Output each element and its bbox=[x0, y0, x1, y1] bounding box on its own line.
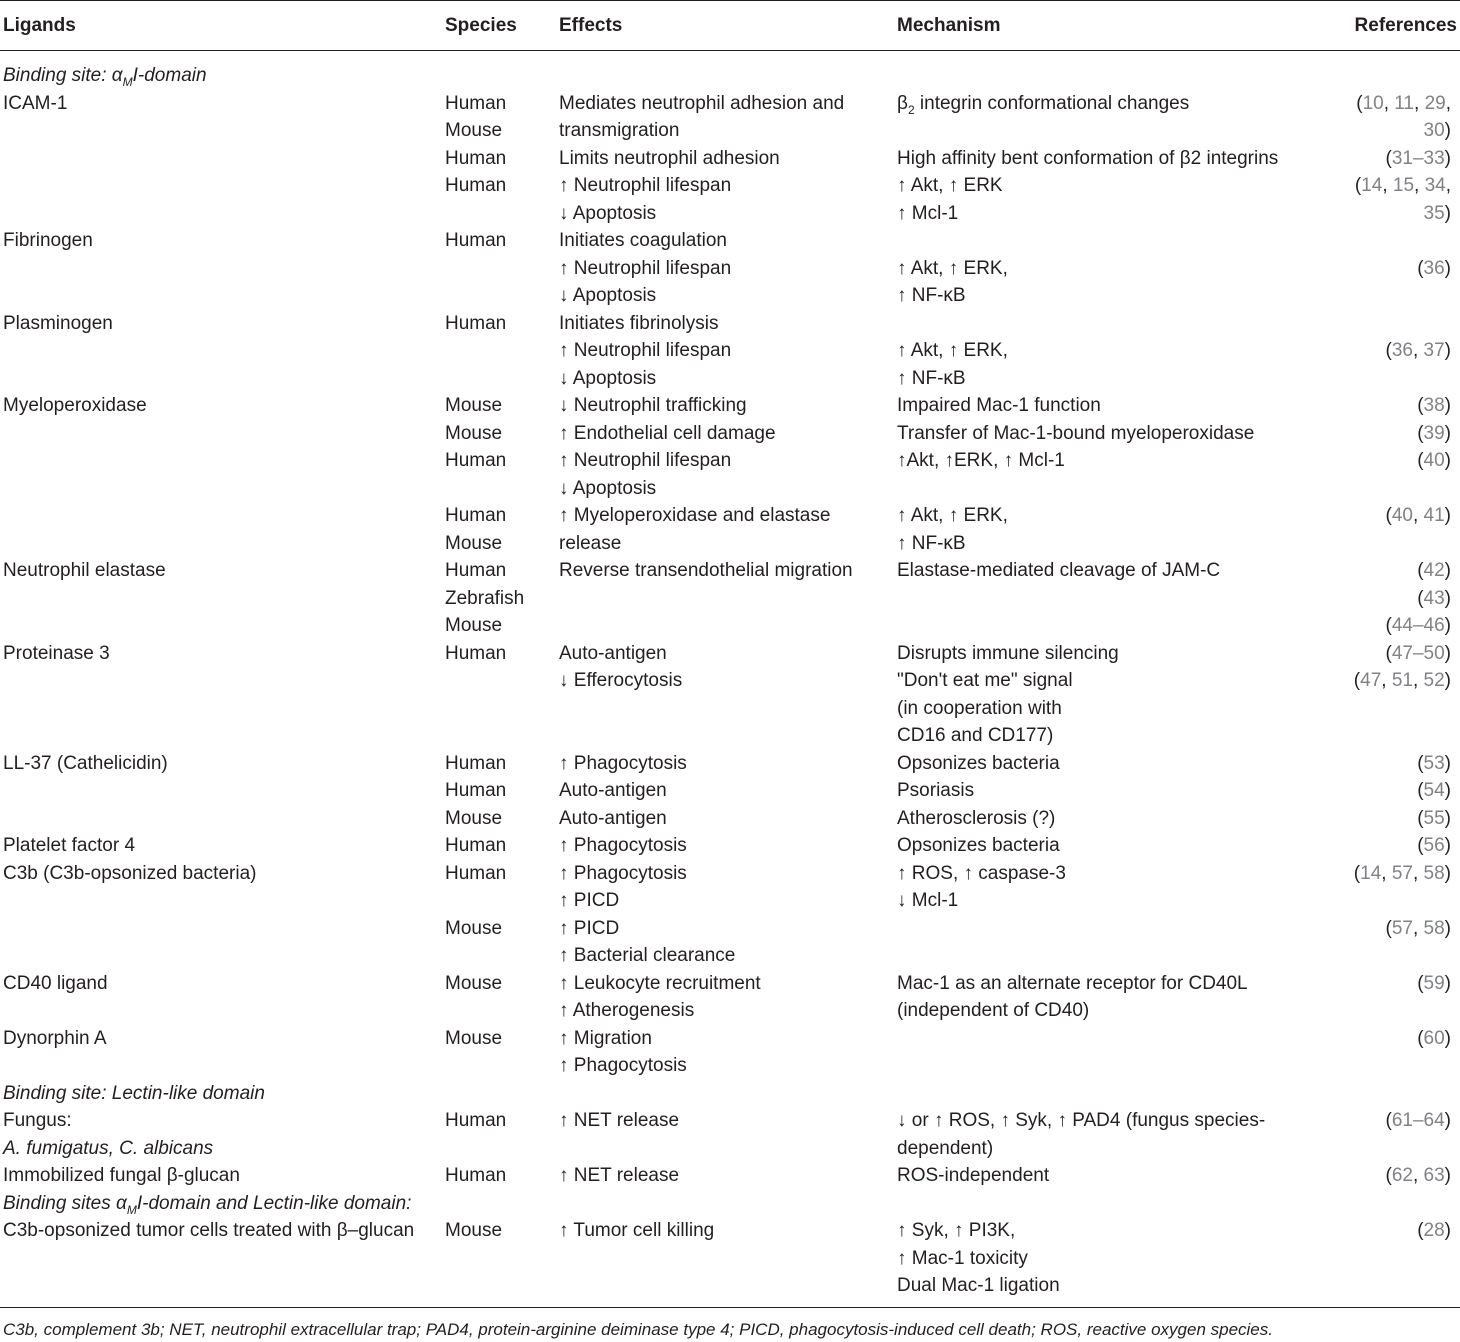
reference-cell: (47, 51, 52) bbox=[1353, 670, 1451, 691]
effect-cell: transmigration bbox=[559, 120, 680, 141]
mechanism-cell: Opsonizes bacteria bbox=[897, 752, 1060, 774]
species-cell: Human bbox=[445, 230, 507, 251]
table-row bbox=[0, 750, 1460, 778]
section-row bbox=[0, 1080, 1460, 1108]
ligand-cell: C3b-opsonized tumor cells treated with β–glucan bbox=[3, 1220, 415, 1241]
species-cell: Mouse bbox=[445, 120, 503, 141]
ligand-cell: LL-37 (Cathelicidin) bbox=[3, 752, 168, 774]
mechanism-cell: ↑ Mac-1 toxicity bbox=[897, 1247, 1028, 1269]
reference-cell: (57, 58) bbox=[1385, 917, 1451, 939]
table-row bbox=[0, 805, 1460, 833]
effect-cell: ↑ Phagocytosis bbox=[559, 752, 687, 774]
ligand-cell: Platelet factor 4 bbox=[3, 835, 136, 856]
mechanism-cell: ↑ Akt, ↑ ERK, bbox=[897, 340, 1008, 361]
mechanism-cell: ↓ or ↑ ROS, ↑ Syk, ↑ PAD4 (fungus species- bbox=[897, 1110, 1266, 1131]
table-row bbox=[0, 420, 1460, 448]
mechanism-cell: Mac-1 as an alternate receptor for CD40L bbox=[897, 972, 1248, 994]
mechanism-cell: ↓ Mcl-1 bbox=[897, 890, 959, 911]
table-row bbox=[0, 530, 1460, 558]
table-row bbox=[0, 475, 1460, 503]
species-cell: Mouse bbox=[445, 807, 503, 829]
table-row bbox=[0, 942, 1460, 970]
reference-cell: (10, 11, 29, bbox=[1356, 92, 1451, 114]
reference-cell: (38) bbox=[1417, 395, 1451, 416]
effect-cell: ↑ Leukocyte recruitment bbox=[559, 972, 761, 994]
ligand-cell: Fungus: bbox=[3, 1110, 72, 1131]
species-cell: Human bbox=[445, 780, 507, 801]
reference-cell: (56) bbox=[1417, 835, 1451, 856]
effect-cell: ↓ Neutrophil trafficking bbox=[559, 395, 747, 416]
effect-cell: ↑ Phagocytosis bbox=[559, 1055, 687, 1076]
reference-cell: (28) bbox=[1417, 1220, 1451, 1241]
effect-cell: ↑ Myeloperoxidase and elastase bbox=[559, 505, 831, 526]
mechanism-cell: Transfer of Mac-1-bound myeloperoxidase bbox=[897, 422, 1255, 444]
species-cell: Mouse bbox=[445, 615, 503, 636]
table-row bbox=[0, 832, 1460, 860]
mechanism-cell: $\beta_2$ integrin conformational changes bbox=[897, 92, 1190, 117]
mechanism-cell: ↑Akt, ↑ERK, ↑ Mcl-1 bbox=[897, 450, 1065, 471]
mechanism-cell: ↑ Akt, ↑ ERK, bbox=[897, 257, 1008, 279]
species-cell: Human bbox=[445, 560, 507, 581]
table-row bbox=[0, 1162, 1460, 1190]
species-cell: Human bbox=[445, 835, 507, 856]
effect-cell: Reverse transendothelial migration bbox=[559, 560, 853, 581]
table-row bbox=[0, 695, 1460, 723]
effect-cell: ↓ Apoptosis bbox=[559, 477, 657, 499]
table-row bbox=[0, 227, 1460, 255]
species-cell: Mouse bbox=[445, 395, 503, 416]
table-row bbox=[0, 117, 1460, 145]
species-cell: Mouse bbox=[445, 917, 503, 939]
header-ligands: Ligands bbox=[3, 15, 76, 36]
mechanism-cell: ↑ NF-κB bbox=[897, 532, 966, 554]
mechanism-cell: Impaired Mac-1 function bbox=[897, 395, 1101, 416]
table-header-rule bbox=[0, 50, 1460, 51]
species-cell: Mouse bbox=[445, 1027, 503, 1049]
table-row bbox=[0, 1107, 1460, 1135]
species-cell: Human bbox=[445, 752, 507, 774]
section-row bbox=[0, 1190, 1460, 1218]
table-row bbox=[0, 1135, 1460, 1163]
species-cell: Zebrafish bbox=[445, 587, 525, 609]
reference-cell: (59) bbox=[1417, 972, 1451, 994]
ligand-cell: C3b (C3b-opsonized bacteria) bbox=[3, 862, 257, 884]
ligand-cell: Dynorphin A bbox=[3, 1027, 107, 1049]
effect-cell: ↓ Apoptosis bbox=[559, 285, 657, 306]
header-mechanism: Mechanism bbox=[897, 15, 1001, 36]
reference-cell: (55) bbox=[1417, 807, 1451, 829]
mechanism-cell: ↑ ROS, ↑ caspase-3 bbox=[897, 862, 1066, 884]
reference-cell: (31–33) bbox=[1385, 147, 1451, 169]
ligand-cell: Proteinase 3 bbox=[3, 642, 110, 664]
species-cell: Human bbox=[445, 312, 507, 334]
reference-cell: (43) bbox=[1417, 587, 1451, 609]
mechanism-cell: ↑ Syk, ↑ PI3K, bbox=[897, 1220, 1016, 1241]
header-species: Species bbox=[445, 15, 517, 36]
table-row bbox=[0, 1245, 1460, 1273]
table-row bbox=[0, 172, 1460, 200]
table-row bbox=[0, 722, 1460, 750]
effect-cell: ↑ Atherogenesis bbox=[559, 1000, 695, 1021]
effect-cell: ↑ NET release bbox=[559, 1165, 680, 1186]
header-references: References bbox=[1354, 15, 1457, 36]
table-row bbox=[0, 337, 1460, 365]
effect-cell: ↑ NET release bbox=[559, 1110, 680, 1131]
effect-cell: ↑ Tumor cell killing bbox=[559, 1220, 715, 1241]
section-heading: Binding site: $\alpha_MI$-domain bbox=[3, 65, 207, 89]
section-heading: Binding sites $\alpha_MI$-domain and Lectin-like domain: bbox=[3, 1192, 412, 1217]
table-row bbox=[0, 502, 1460, 530]
species-cell: Human bbox=[445, 450, 507, 471]
table-row bbox=[0, 777, 1460, 805]
table-row bbox=[0, 667, 1460, 695]
mechanism-cell: ↑ Akt, ↑ ERK, bbox=[897, 505, 1008, 526]
effect-cell: Limits neutrophil adhesion bbox=[559, 147, 780, 169]
table-row bbox=[0, 1052, 1460, 1080]
table-footnote: C3b, complement 3b; NET, neutrophil extracellular trap; PAD4, protein-arginine deiminase type 4; PICD, phagocytosis-induced cell death; ROS, reactive oxygen species. bbox=[3, 1320, 1273, 1339]
table-row bbox=[0, 887, 1460, 915]
effect-cell: Auto-antigen bbox=[559, 780, 667, 801]
mechanism-cell: Psoriasis bbox=[897, 780, 975, 801]
table-row bbox=[0, 447, 1460, 475]
reference-cell: (42) bbox=[1417, 560, 1451, 581]
section-row bbox=[0, 62, 1460, 90]
species-cell: Human bbox=[445, 175, 507, 196]
mechanism-cell: CD16 and CD177) bbox=[897, 725, 1054, 746]
mechanism-cell: Opsonizes bacteria bbox=[897, 835, 1060, 856]
effect-cell: ↓ Efferocytosis bbox=[559, 670, 683, 691]
effect-cell: ↑ PICD bbox=[559, 890, 620, 911]
ligand-cell: CD40 ligand bbox=[3, 972, 108, 994]
mechanism-cell: (independent of CD40) bbox=[897, 1000, 1090, 1021]
effect-cell: Auto-antigen bbox=[559, 807, 667, 829]
effect-cell: Initiates coagulation bbox=[559, 230, 727, 251]
mechanism-cell: ROS-independent bbox=[897, 1165, 1050, 1186]
mechanism-cell: Atherosclerosis (?) bbox=[897, 807, 1056, 829]
section-heading: Binding site: Lectin-like domain bbox=[3, 1082, 265, 1104]
reference-cell: (47–50) bbox=[1385, 642, 1451, 664]
effect-cell: Auto-antigen bbox=[559, 642, 667, 664]
species-cell: Human bbox=[445, 862, 507, 884]
species-cell: Human bbox=[445, 1165, 507, 1186]
effect-cell: ↑ Phagocytosis bbox=[559, 835, 687, 856]
mechanism-cell: Disrupts immune silencing bbox=[897, 642, 1119, 664]
effect-cell: release bbox=[559, 532, 622, 554]
effect-cell: Initiates fibrinolysis bbox=[559, 312, 719, 334]
effect-cell: ↑ Neutrophil lifespan bbox=[559, 175, 732, 196]
table-row bbox=[0, 557, 1460, 585]
mechanism-cell: ↑ Akt, ↑ ERK bbox=[897, 175, 1003, 196]
species-cell: Human bbox=[445, 1110, 507, 1131]
table-row bbox=[0, 915, 1460, 943]
species-cell: Mouse bbox=[445, 972, 503, 994]
ligand-cell: Immobilized fungal β-glucan bbox=[3, 1165, 240, 1186]
effect-cell: ↑ Neutrophil lifespan bbox=[559, 450, 732, 471]
species-cell: Human bbox=[445, 505, 507, 526]
effect-cell: ↑ PICD bbox=[559, 917, 620, 939]
reference-cell: (36, 37) bbox=[1385, 340, 1451, 361]
table-row bbox=[0, 200, 1460, 228]
table-row bbox=[0, 1025, 1460, 1053]
table-row bbox=[0, 860, 1460, 888]
reference-cell: (40) bbox=[1417, 450, 1451, 471]
mechanism-cell: High affinity bent conformation of β2 integrins bbox=[897, 147, 1279, 169]
effect-cell: ↑ Bacterial clearance bbox=[559, 945, 736, 966]
reference-cell: (36) bbox=[1417, 257, 1451, 279]
table-row bbox=[0, 640, 1460, 668]
effect-cell: ↑ Neutrophil lifespan bbox=[559, 340, 732, 361]
effect-cell: ↓ Apoptosis bbox=[559, 202, 657, 224]
mechanism-cell: dependent) bbox=[897, 1137, 994, 1159]
reference-cell: (40, 41) bbox=[1385, 505, 1451, 526]
table-row bbox=[0, 392, 1460, 420]
ligand-cell: Fibrinogen bbox=[3, 230, 93, 251]
mechanism-cell: Dual Mac-1 ligation bbox=[897, 1275, 1060, 1296]
ligand-cell: ICAM-1 bbox=[3, 92, 68, 114]
ligand-cell: Plasminogen bbox=[3, 312, 113, 334]
mechanism-cell: ↑ NF-κB bbox=[897, 367, 966, 389]
reference-cell: (61–64) bbox=[1385, 1110, 1451, 1131]
table-header-row bbox=[0, 0, 1460, 50]
table-row bbox=[0, 1272, 1460, 1300]
mechanism-cell: Elastase-mediated cleavage of JAM-C bbox=[897, 560, 1221, 581]
table-row bbox=[0, 145, 1460, 173]
species-cell: Human bbox=[445, 642, 507, 664]
table-row bbox=[0, 585, 1460, 613]
reference-cell: (14, 57, 58) bbox=[1353, 862, 1451, 884]
table-row bbox=[0, 310, 1460, 338]
ligand-cell: Neutrophil elastase bbox=[3, 560, 166, 581]
mechanism-cell: (in cooperation with bbox=[897, 697, 1062, 719]
effect-cell: ↑ Phagocytosis bbox=[559, 862, 687, 884]
reference-cell: (14, 15, 34, bbox=[1354, 175, 1451, 196]
reference-cell: (62, 63) bbox=[1385, 1165, 1451, 1186]
reference-cell: 35) bbox=[1423, 202, 1451, 224]
table-row bbox=[0, 255, 1460, 283]
mechanism-cell: "Don't eat me" signal bbox=[897, 670, 1073, 691]
species-cell: Human bbox=[445, 92, 507, 114]
species-cell: Mouse bbox=[445, 532, 503, 554]
reference-cell: (44–46) bbox=[1385, 615, 1451, 636]
table-row bbox=[0, 365, 1460, 393]
table-bottom-rule bbox=[0, 1307, 1460, 1308]
mechanism-cell: ↑ NF-κB bbox=[897, 285, 966, 306]
species-cell: Mouse bbox=[445, 422, 503, 444]
reference-cell: (54) bbox=[1417, 780, 1451, 801]
reference-cell: (53) bbox=[1417, 752, 1451, 774]
header-effects: Effects bbox=[559, 15, 623, 36]
table-row bbox=[0, 1217, 1460, 1245]
reference-cell: (60) bbox=[1417, 1027, 1451, 1049]
table-row bbox=[0, 282, 1460, 310]
effect-cell: ↓ Apoptosis bbox=[559, 367, 657, 389]
effect-cell: ↑ Endothelial cell damage bbox=[559, 422, 776, 444]
effect-cell: ↑ Migration bbox=[559, 1027, 652, 1049]
ligand-cell: Myeloperoxidase bbox=[3, 395, 147, 416]
table-row bbox=[0, 612, 1460, 640]
ligand-cell: A. fumigatus, C. albicans bbox=[3, 1137, 214, 1159]
mechanism-cell: ↑ Mcl-1 bbox=[897, 202, 959, 224]
reference-cell: (39) bbox=[1417, 422, 1451, 444]
table-row bbox=[0, 997, 1460, 1025]
effect-cell: Mediates neutrophil adhesion and bbox=[559, 92, 845, 114]
table-row bbox=[0, 970, 1460, 998]
table-row bbox=[0, 90, 1460, 118]
reference-cell: 30) bbox=[1423, 120, 1451, 141]
species-cell: Mouse bbox=[445, 1220, 503, 1241]
effect-cell: ↑ Neutrophil lifespan bbox=[559, 257, 732, 279]
species-cell: Human bbox=[445, 147, 507, 169]
